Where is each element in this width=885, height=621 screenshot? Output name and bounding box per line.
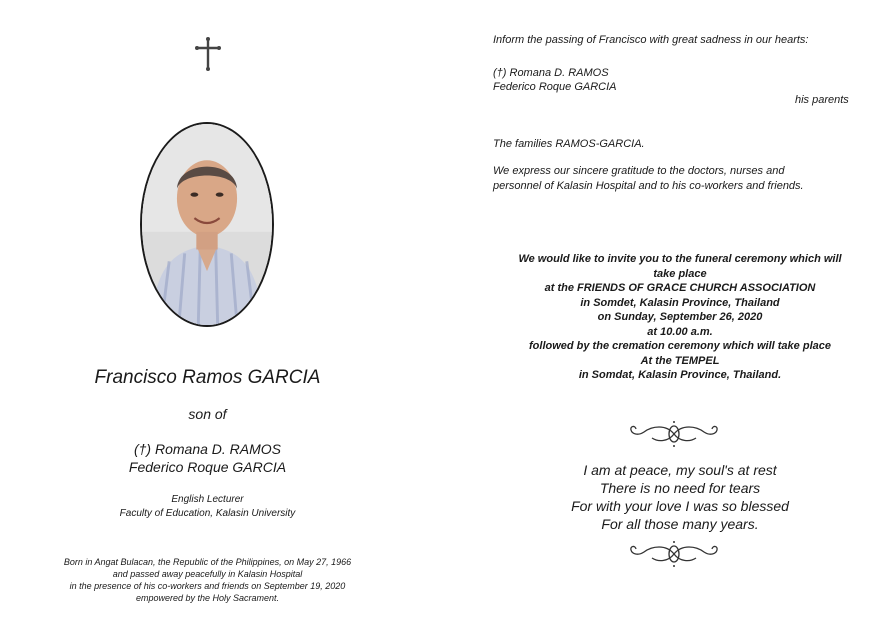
parent-father: Federico Roque GARCIA xyxy=(128,459,287,475)
parent-father: Federico Roque GARCIA xyxy=(493,81,617,93)
biography xyxy=(0,556,415,604)
poem-line: For with your love I was so blessed xyxy=(571,498,789,514)
parent-mother: (†) Romana D. RAMOS xyxy=(493,67,609,79)
gratitude-line: personnel of Kalasin Hospital and to his co-workers and friends. xyxy=(493,180,804,192)
poem-line: For all those many years. xyxy=(601,516,759,532)
invitation-line: At the TEMPEL xyxy=(640,354,720,367)
cross-icon xyxy=(193,36,223,72)
invitation-line: We would like to invite you to the funeral ceremony which will xyxy=(518,253,842,265)
left-panel xyxy=(0,0,415,621)
announcing-parents xyxy=(493,66,617,94)
funeral-invitation xyxy=(475,252,885,383)
bio-line: empowered by the Holy Sacrament. xyxy=(135,593,280,603)
invitation-line: in Somdat, Kalasin Province, Thailand. xyxy=(578,369,782,381)
gratitude-text xyxy=(493,164,853,194)
job-title: English Lecturer xyxy=(171,494,244,505)
parents-list xyxy=(0,440,415,476)
his-parents-label: his parents xyxy=(795,94,849,106)
invitation-line: at 10.00 a.m. xyxy=(647,325,713,338)
poem-line: I am at peace, my soul's at rest xyxy=(583,462,777,478)
son-of-label: son of xyxy=(188,406,227,422)
bio-line: in the presence of his co-workers and friends on September 19, 2020 xyxy=(69,581,346,591)
occupation xyxy=(0,493,415,521)
job-organization: Faculty of Education, Kalasin University xyxy=(119,508,296,519)
deceased-name: Francisco Ramos GARCIA xyxy=(94,367,321,388)
invitation-line: followed by the cremation ceremony which will take place xyxy=(529,340,831,352)
bio-line: and passed away peacefully in Kalasin Hospital xyxy=(112,569,303,579)
poem-line: There is no need for tears xyxy=(599,480,761,496)
invitation-line: in Somdet, Kalasin Province, Thailand xyxy=(580,296,780,309)
announcement-intro: Inform the passing of Francisco with great sadness in our hearts: xyxy=(493,34,809,46)
parent-mother: (†) Romana D. RAMOS xyxy=(133,441,282,457)
invitation-line: at the FRIENDS OF GRACE CHURCH ASSOCIATION xyxy=(544,282,816,294)
scroll-ornament-icon xyxy=(628,540,720,568)
scroll-ornament-icon xyxy=(628,420,720,448)
bio-line: Born in Angat Bulacan, the Republic of the Philippines, on May 27, 1966 xyxy=(63,557,352,567)
memorial-poem xyxy=(475,461,885,533)
right-panel xyxy=(475,0,885,621)
portrait-photo xyxy=(140,122,274,327)
families-label: The families RAMOS-GARCIA. xyxy=(493,138,645,150)
gratitude-line: We express our sincere gratitude to the doctors, nurses and xyxy=(493,165,785,177)
invitation-line: on Sunday, September 26, 2020 xyxy=(597,311,763,323)
invitation-line: take place xyxy=(653,267,707,280)
